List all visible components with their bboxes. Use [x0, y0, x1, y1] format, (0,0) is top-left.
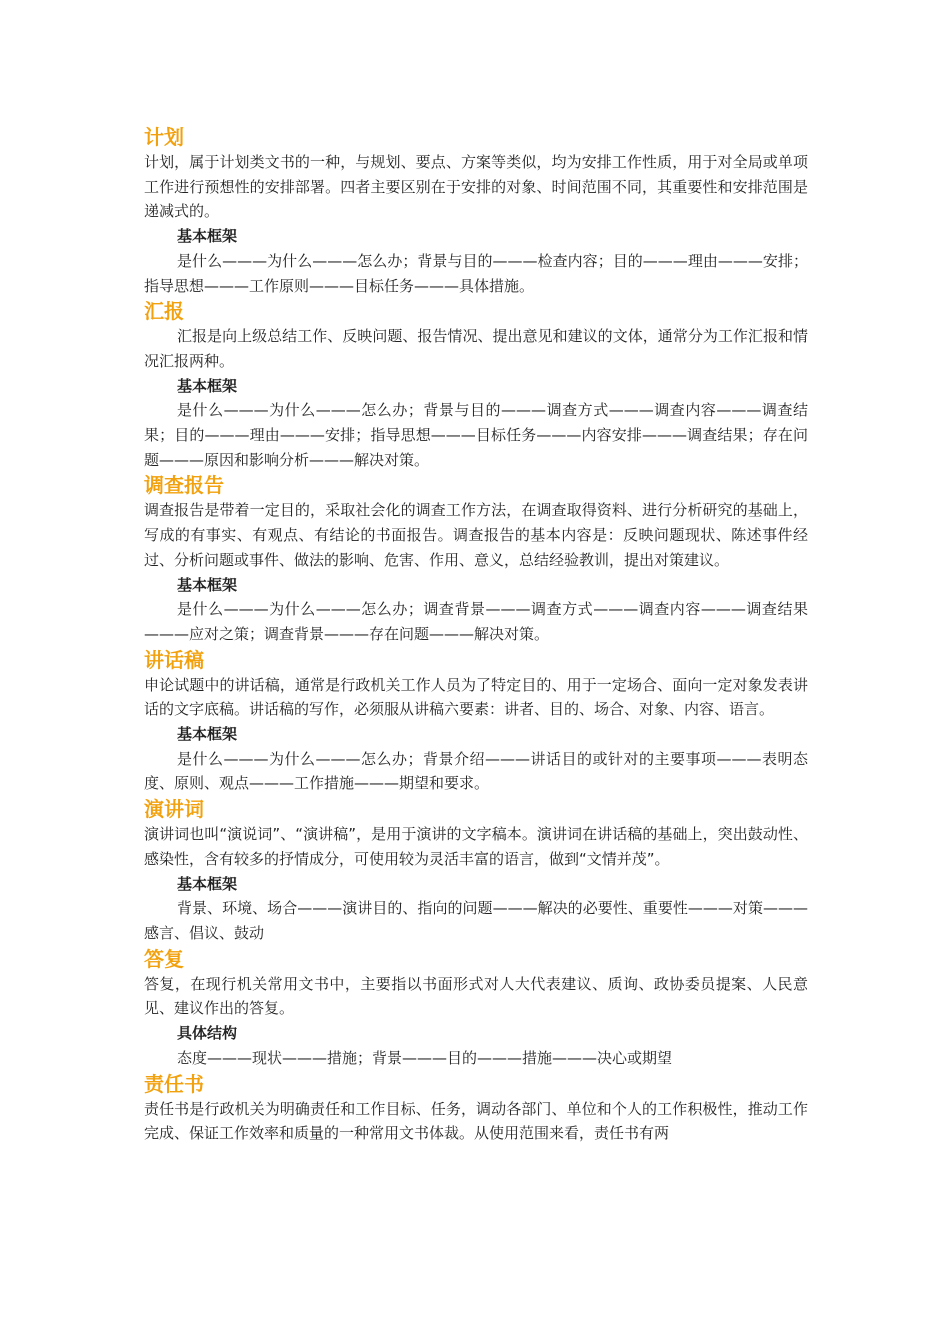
- section-plan: [144, 124, 808, 298]
- section-body: 汇报是向上级总结工作、反映问题、报告情况、提出意见和建议的文体，通常分为工作汇报和情况汇报两种。: [144, 327, 808, 370]
- section-responsibility-letter: [144, 1071, 808, 1146]
- framework-heading: 基本框架: [177, 725, 238, 744]
- section-reply: [144, 946, 808, 1071]
- section-body: 申论试题中的讲话稿，通常是行政机关工作人员为了特定目的、用于一定场合、面向一定对象发表讲话的文字底稿。讲话稿的写作，必须服从讲稿六要素：讲者、目的、场合、对象、内容、语言。: [144, 675, 808, 719]
- section-title: 计划: [144, 125, 184, 149]
- section-report: [144, 298, 808, 472]
- section-oration: [144, 796, 808, 946]
- framework-text: 是什么———为什么———怎么办；背景介绍———讲话目的或针对的主要事项———表明态度、原则、观点———工作措施———期望和要求。: [144, 749, 808, 793]
- framework-text: 是什么———为什么———怎么办；背景与目的———调查方式———调查内容———调查结果；目的———理由———安排；指导思想———目标任务———内容安排———调查结果；存在问题———原因和影响分析———解决对策。: [144, 401, 808, 469]
- section-title: 责任书: [144, 1071, 204, 1096]
- structure-text: 态度———现状———措施；背景———目的———措施———决心或期望: [177, 1048, 673, 1067]
- section-body: 责任书是行政机关为明确责任和工作目标、任务，调动各部门、单位和个人的工作积极性，推动工作完成、保证工作效率和质量的一种常用文书体裁。从使用范围来看，责任书有两: [144, 1099, 808, 1143]
- section-survey-report: [144, 472, 808, 646]
- framework-heading: 基本框架: [177, 874, 238, 893]
- framework-text: 是什么———为什么———怎么办；调查背景———调查方式———调查内容———调查结果———应对之策；调查背景———存在问题———解决对策。: [144, 600, 808, 643]
- framework-text: 背景、环境、场合———演讲目的、指向的问题———解决的必要性、重要性———对策———感言、倡议、鼓动: [144, 899, 808, 942]
- section-title: 讲话稿: [144, 647, 204, 672]
- framework-heading: 基本框架: [177, 227, 238, 246]
- section-title: 汇报: [144, 299, 184, 324]
- section-title: 答复: [144, 946, 184, 971]
- framework-text: 是什么———为什么———怎么办；背景与目的———检查内容；目的———理由———安排；指导思想———工作原则———目标任务———具体措施。: [144, 251, 808, 295]
- section-title: 演讲词: [144, 797, 204, 822]
- document-body: [144, 124, 808, 1146]
- section-body: 演讲词也叫“演说词”、“演讲稿”，是用于演讲的文字稿本。演讲词在讲话稿的基础上，突出鼓动性、感染性，含有较多的抒情成分，可使用较为灵活丰富的语言，做到“文情并茂”。: [144, 825, 808, 868]
- section-speech-draft: [144, 647, 808, 797]
- framework-heading: 基本框架: [177, 575, 238, 594]
- section-body: 答复，在现行机关常用文书中，主要指以书面形式对人大代表建议、质询、政协委员提案、人民意见、建议作出的答复。: [144, 974, 808, 1018]
- framework-heading: 基本框架: [177, 376, 238, 395]
- structure-heading: 具体结构: [177, 1024, 238, 1043]
- section-body: 调查报告是带着一定目的，采取社会化的调查工作方法，在调查取得资料、进行分析研究的基础上，写成的有事实、有观点、有结论的书面报告。调查报告的基本内容是：反映问题现状、陈述事件经过、分析问题或事件、做法的影响、危害、作用、意义，总结经验教训，提出对策建议。: [144, 501, 808, 569]
- section-title: 调查报告: [144, 473, 224, 498]
- section-body: 计划，属于计划类文书的一种，与规划、要点、方案等类似，均为安排工作性质，用于对全局或单项工作进行预想性的安排部署。四者主要区别在于安排的对象、时间范围不同，其重要性和安排范围是递减式的。: [144, 153, 808, 221]
